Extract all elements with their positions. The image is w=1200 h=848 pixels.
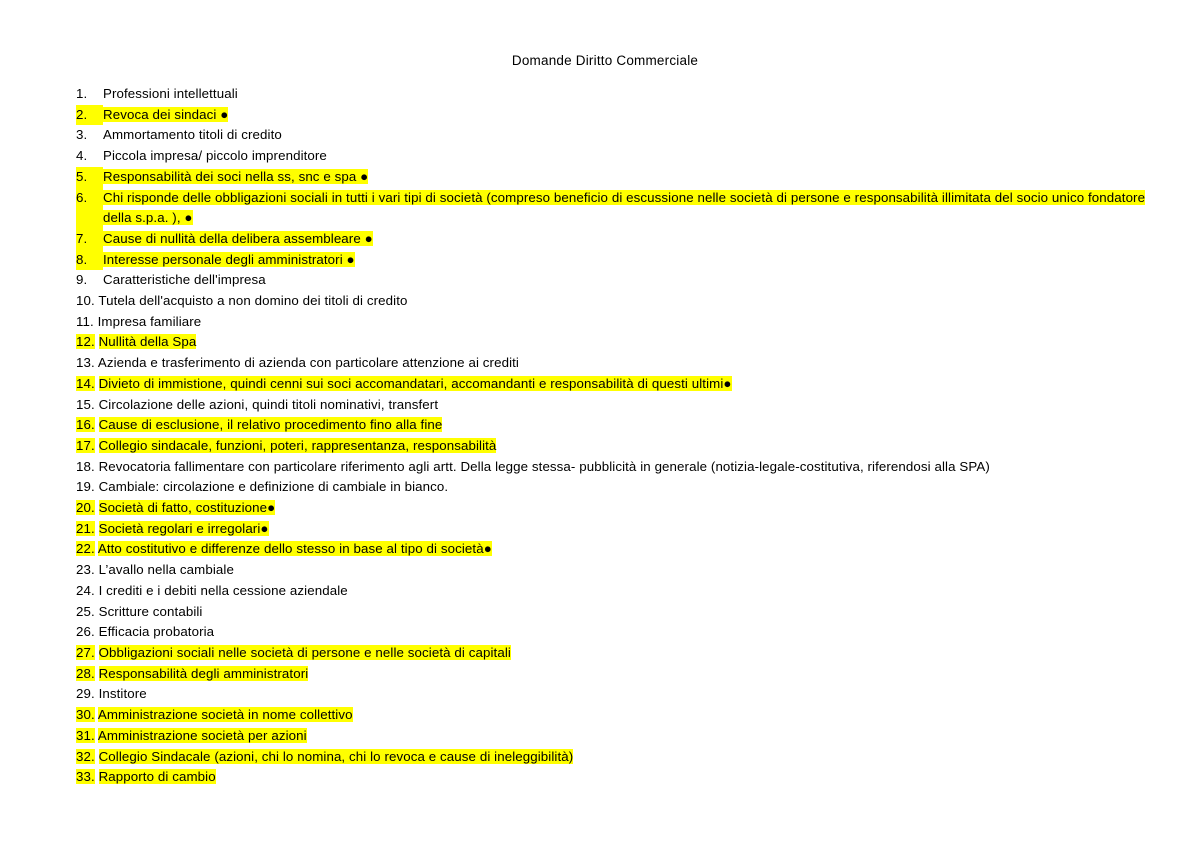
question-line [76, 332, 1156, 353]
question-number: 16. [76, 417, 95, 433]
question-text: Società regolari e irregolari● [98, 520, 269, 536]
question-line [76, 519, 1156, 540]
question-line [76, 539, 1156, 560]
question-text: Revoca dei sindaci ● [103, 106, 229, 122]
question-item [76, 250, 1156, 271]
question-text: Ammortamento titoli di credito [103, 127, 282, 143]
question-line [76, 560, 1156, 581]
question-line [76, 705, 1156, 726]
question-item [76, 726, 1156, 747]
question-line [76, 602, 1156, 623]
question-text: Obbligazioni sociali nelle società di persone e nelle società di capitali [98, 644, 511, 660]
question-text-wrapper [103, 167, 1156, 188]
question-item [76, 664, 1156, 685]
question-item [76, 767, 1156, 788]
question-text: Chi risponde delle obbligazioni sociali in tutti i vari tipi di società (compreso beneficio di escussione nelle società di persone e responsabilità illimitata del socio unico fondatore della s.p.a. ), ● [103, 189, 1146, 226]
question-number: 14. [76, 375, 95, 391]
question-item [76, 291, 1156, 312]
question-item [76, 229, 1156, 250]
question-number: 30. [76, 707, 95, 723]
question-number: 3. [76, 127, 88, 143]
question-item [76, 457, 1156, 478]
question-number: 25. [76, 603, 95, 619]
question-number: 26. [76, 624, 95, 640]
question-item [76, 125, 1156, 146]
question-text: Divieto di immistione, quindi cenni sui soci accomandatari, accomandanti e responsabilità di questi ultimi● [98, 375, 732, 391]
question-item [76, 436, 1156, 457]
question-text: Amministrazione società per azioni [97, 727, 307, 743]
question-item [76, 705, 1156, 726]
question-number: 27. [76, 644, 95, 660]
question-line [76, 664, 1156, 685]
question-text: Responsabilità dei soci nella ss, snc e spa ● [103, 168, 369, 184]
question-item [76, 539, 1156, 560]
question-item [76, 415, 1156, 436]
question-text-wrapper [103, 188, 1156, 229]
question-number: 10. [76, 293, 95, 309]
question-item [76, 374, 1156, 395]
question-text: Impresa familiare [97, 313, 202, 329]
question-number: 21. [76, 520, 95, 536]
question-line [76, 436, 1156, 457]
question-text-wrapper [103, 84, 1156, 105]
question-number: 33. [76, 769, 95, 785]
question-number: 31. [76, 727, 95, 743]
document-title: Domande Diritto Commerciale [511, 53, 699, 68]
question-number: 23. [76, 562, 95, 578]
question-text: Società di fatto, costituzione● [98, 500, 276, 516]
question-number: 17. [76, 437, 95, 453]
question-text-wrapper [103, 270, 1156, 291]
question-item [76, 332, 1156, 353]
question-number: 1. [76, 86, 88, 101]
question-number: 4. [76, 148, 88, 164]
question-line [76, 581, 1156, 602]
question-text: Atto costitutivo e differenze dello stesso in base al tipo di società● [97, 541, 492, 557]
question-item [76, 477, 1156, 498]
question-text: Collegio sindacale, funzioni, poteri, rappresentanza, responsabilità [98, 437, 497, 453]
question-line [76, 726, 1156, 747]
question-text: L’avallo nella cambiale [98, 562, 234, 578]
question-number: 5. [76, 167, 103, 188]
question-line [76, 622, 1156, 643]
question-text: I crediti e i debiti nella cessione aziendale [98, 582, 348, 598]
question-text-wrapper [103, 105, 1156, 126]
question-item [76, 602, 1156, 623]
question-item [76, 353, 1156, 374]
question-line [76, 457, 1156, 478]
question-number: 13. [76, 355, 95, 371]
question-line [76, 767, 1156, 788]
question-line [76, 747, 1156, 768]
question-item [76, 270, 1156, 291]
question-item [76, 519, 1156, 540]
question-number: 6. [76, 188, 103, 229]
question-text: Cause di nullità della delibera assembleare ● [103, 230, 373, 246]
question-text: Amministrazione società in nome collettivo [97, 707, 353, 723]
question-item [76, 167, 1156, 188]
question-item [76, 747, 1156, 768]
question-number: 19. [76, 479, 95, 495]
question-item [76, 146, 1156, 167]
question-text: Nullità della Spa [98, 334, 197, 350]
question-text-wrapper [103, 146, 1156, 167]
question-text: Circolazione delle azioni, quindi titoli nominativi, transfert [98, 396, 439, 412]
question-text: Caratteristiche dell'impresa [103, 272, 266, 288]
question-item [76, 498, 1156, 519]
question-line [76, 312, 1156, 333]
question-line [76, 353, 1156, 374]
question-item [76, 84, 1156, 105]
question-text-wrapper [103, 229, 1156, 250]
question-number: 18. [76, 458, 95, 474]
question-list [76, 84, 1156, 788]
question-text: Institore [98, 686, 147, 702]
question-line [76, 684, 1156, 705]
question-line [76, 415, 1156, 436]
question-text: Interesse personale degli amministratori ● [103, 251, 355, 267]
question-line [76, 291, 1156, 312]
question-item [76, 105, 1156, 126]
question-number: 28. [76, 665, 95, 681]
question-number: 11. [76, 313, 94, 329]
question-text: Efficacia probatoria [98, 624, 215, 640]
question-number: 12. [76, 334, 95, 350]
question-item [76, 684, 1156, 705]
question-number: 15. [76, 396, 95, 412]
question-text-wrapper [103, 125, 1156, 146]
question-text: Rapporto di cambio [98, 769, 216, 785]
question-number: 22. [76, 541, 95, 557]
question-item [76, 312, 1156, 333]
question-number: 20. [76, 500, 95, 516]
question-number: 2. [76, 105, 103, 126]
question-text: Revocatoria fallimentare con particolare riferimento agli artt. Della legge stessa- pubblicità in generale (notizia-legale-costitutiva, riferendosi alla SPA) [98, 458, 990, 474]
question-number: 7. [76, 229, 103, 250]
question-item [76, 395, 1156, 416]
question-text: Professioni intellettuali [103, 86, 238, 101]
question-line [76, 498, 1156, 519]
question-text: Cause di esclusione, il relativo procedimento fino alla fine [98, 417, 443, 433]
question-text: Scritture contabili [98, 603, 203, 619]
question-text: Responsabilità degli amministratori [98, 665, 309, 681]
question-item [76, 643, 1156, 664]
question-text: Tutela dell'acquisto a non domino dei titoli di credito [98, 293, 408, 309]
question-line [76, 477, 1156, 498]
question-text-wrapper [103, 250, 1156, 271]
question-item [76, 581, 1156, 602]
question-line [76, 374, 1156, 395]
question-text: Azienda e trasferimento di azienda con particolare attenzione ai crediti [97, 355, 519, 371]
question-number: 32. [76, 748, 95, 764]
question-number: 29. [76, 686, 95, 702]
question-number: 24. [76, 582, 95, 598]
question-item [76, 188, 1156, 229]
question-number: 8. [76, 250, 103, 271]
question-text: Piccola impresa/ piccolo imprenditore [103, 148, 327, 164]
question-item [76, 622, 1156, 643]
question-line [76, 395, 1156, 416]
question-line [76, 643, 1156, 664]
question-item [76, 560, 1156, 581]
question-text: Cambiale: circolazione e definizione di cambiale in bianco. [98, 479, 449, 495]
question-number: 9. [76, 272, 88, 288]
question-text: Collegio Sindacale (azioni, chi lo nomina, chi lo revoca e cause di ineleggibilità) [98, 748, 574, 764]
